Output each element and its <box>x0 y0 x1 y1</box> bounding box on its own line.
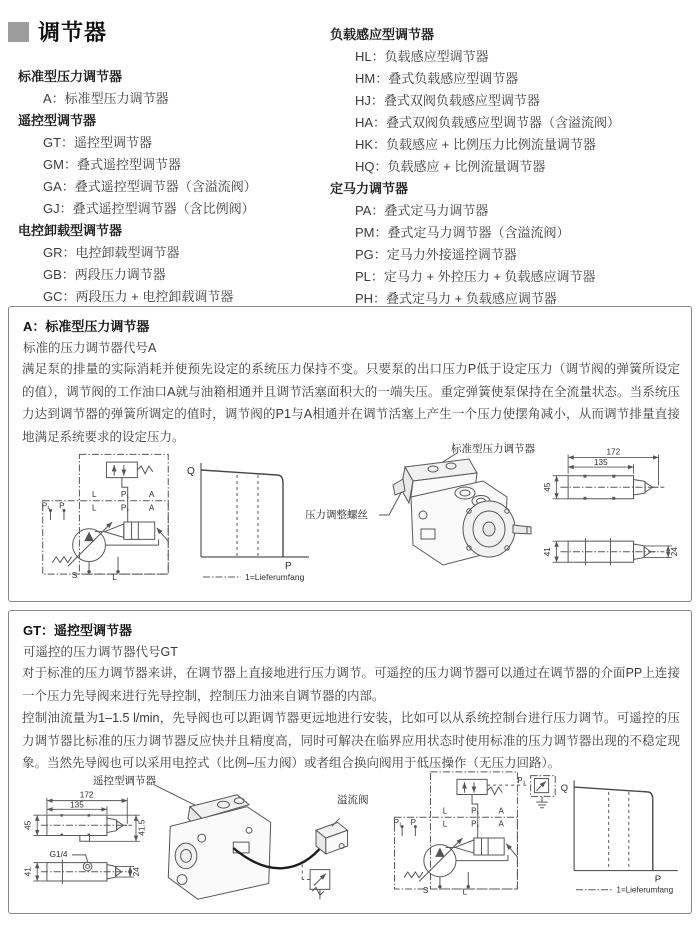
section-a-standard-pressure-regulator <box>8 306 692 602</box>
section-heading: A：标准型压力调节器 <box>23 319 150 334</box>
port-label-p1: P₁ <box>120 489 130 499</box>
remote-regulator-callout: 遥控型调节器 <box>93 775 156 787</box>
hydraulic-schematic-gt <box>387 763 559 913</box>
chart-lines <box>574 780 678 889</box>
x-axis-label: P <box>654 874 662 886</box>
group-title: 遥控型调节器 <box>18 113 97 128</box>
section-body-text: 满足泵的排量的实际消耗并使预先设定的系统压力保持不变。只要泵的出口压力P低于设定压力（调节阀的弹簧所设定的值），调节阀的工作油口A就与油箱相通并且调节活塞面积大的一端失压。重定弹簧使泵保持在全流量状态。当系统压力达到调节器的弹簧所调定的值时，调节阀的P1与A相通并在调节活塞上产生一个压力使摆角减小，从而调节排量直接地满足系统要求的设定压力。 <box>22 362 680 444</box>
index-item: A：标准型压力调节器 <box>43 91 169 106</box>
section-intro: 标准的压力调节器代号A <box>23 341 157 355</box>
port-label-p1: P₁ <box>471 806 480 816</box>
index-item: PA：叠式定马力调节器 <box>355 203 489 218</box>
page-header <box>8 16 107 47</box>
header-square-icon <box>8 22 29 42</box>
index-item: HQ：负载感应 + 比例流量调节器 <box>355 159 546 174</box>
pump-drawing <box>379 453 531 565</box>
dim-172: 172 <box>79 790 94 800</box>
pump-drawing <box>154 785 347 899</box>
port-label-l: L <box>462 887 468 897</box>
index-item: GB：两段压力调节器 <box>43 267 166 282</box>
section-intro: 可遥控的压力调节器代号GT <box>23 645 178 659</box>
index-left-column <box>18 66 323 308</box>
section-heading: GT：遥控型调节器 <box>23 623 133 638</box>
dim-24: 24 <box>131 867 141 877</box>
port-g14: G1/4 <box>49 849 68 859</box>
y-axis-label: Q <box>187 466 195 477</box>
index-item: GR：电控卸载型调节器 <box>43 245 180 260</box>
port-label-p1: P₁ <box>120 503 130 513</box>
dim-45: 45 <box>23 820 33 830</box>
index-item: HM：叠式负载感应型调节器 <box>355 71 519 86</box>
section-gt-remote-regulator <box>8 610 692 914</box>
group-title: 电控卸载型调节器 <box>18 223 123 238</box>
port-label-l: L <box>442 806 448 816</box>
dim-135: 135 <box>70 800 84 810</box>
port-label-p1: P₁ <box>41 501 50 511</box>
port-label-l: L <box>91 489 97 499</box>
hydraulic-schematic-a <box>35 447 175 597</box>
dim-24: 24 <box>669 547 679 557</box>
port-label-s: S <box>71 571 78 580</box>
dim-135: 135 <box>594 458 608 468</box>
group-title: 标准型压力调节器 <box>18 69 123 84</box>
port-label-a: A <box>498 806 504 816</box>
port-label-p1: P₁ <box>471 819 480 829</box>
index-item: HA：叠式双阀负载感应型调节器（含溢流阀） <box>355 115 621 130</box>
index-item: GM：叠式遥控型调节器 <box>43 157 181 172</box>
section-body-text: 控制油流量为1–1.5 l/min，先导阀也可以距调节器更远地进行安装，比如可以从系统控制台进行压力调节。可遥控的压力调节器比标准的压力调节器反应快并且精度高，同时可解决在临界应用状态时使用标准的压力调节器出现的不稳定现象。当然先导阀也可以采用电控式（比例–压力阀）或者组合换向阀用于低压操作（无压力回路）。 <box>22 711 680 770</box>
chart-legend: 1=Lieferumfang <box>616 885 674 895</box>
port-label-a: A <box>148 489 155 499</box>
schematic-lines <box>43 454 169 574</box>
chart-lines <box>201 463 309 577</box>
index-item: GA：叠式遥控型调节器（含溢流阀） <box>43 179 257 194</box>
index-item: HL：负载感应型调节器 <box>355 49 489 64</box>
dim-41-5: 41.5 <box>137 819 147 836</box>
chart-legend: 1=Lieferumfang <box>245 572 305 582</box>
dim-45: 45 <box>542 482 552 492</box>
dimension-drawing-a <box>529 443 689 595</box>
dim-41: 41 <box>542 547 552 557</box>
port-label-a: A <box>148 503 155 513</box>
port-label-p: P <box>59 501 65 511</box>
group-title: 负载感应型调节器 <box>330 27 435 42</box>
dim-lines <box>553 455 672 566</box>
port-label-l: L <box>91 503 97 513</box>
relief-valve-callout: 溢流阀 <box>337 794 369 806</box>
pump-illustration-a <box>377 449 537 589</box>
dimension-drawing-gt <box>23 789 151 911</box>
schematic-lines <box>395 772 556 889</box>
port-label-l: L <box>112 572 117 582</box>
port-label-p: P <box>410 817 416 827</box>
dim-lines <box>33 798 140 884</box>
y-axis-label: Q <box>560 782 569 794</box>
index-item: PG：定马力外接遥控调节器 <box>355 247 517 262</box>
x-axis-label: P <box>285 561 292 572</box>
section-body-text: 对于标准的压力调节器来讲，在调节器上直接地进行压力调节。可遥控的压力调节器可以通过在调节器的介面PP上连接一个压力先导阀来进行先导控制，控制压力油来自调节器的内部。 <box>22 666 680 703</box>
pump-illustration-gt <box>149 783 354 913</box>
index-item: PL：定马力 + 外控压力 + 负载感应调节器 <box>355 269 596 284</box>
port-label-l: L <box>442 819 448 829</box>
index-item: GT：遥控型调节器 <box>43 135 153 150</box>
dim-172: 172 <box>606 447 621 457</box>
port-label-p1-pilot: P₁ <box>517 776 526 786</box>
index-item: PM：叠式定马力调节器（含溢流阀） <box>355 225 570 240</box>
index-right-column <box>330 24 695 310</box>
dim-41: 41 <box>23 867 33 877</box>
page-title: 调节器 <box>38 20 108 45</box>
pressure-screw-callout: 压力调整螺丝 <box>305 509 368 521</box>
index-item: PH：叠式定马力 + 负载感应调节器 <box>355 291 557 306</box>
port-label-p1: P₁ <box>393 817 402 827</box>
index-item: HK：负载感应 + 比例压力比例流量调节器 <box>355 137 596 152</box>
index-item: HJ：叠式双阀负载感应型调节器 <box>355 93 540 108</box>
port-label-a: A <box>498 819 504 829</box>
port-label-s: S <box>422 885 429 895</box>
index-item: GC：两段压力 + 电控卸载调节器 <box>43 289 234 304</box>
group-title: 定马力调节器 <box>330 181 409 196</box>
standard-regulator-callout: 标准型压力调节器 <box>451 443 535 455</box>
qp-chart-gt <box>553 766 695 906</box>
index-item: GJ：叠式遥控型调节器（含比例阀） <box>43 201 255 216</box>
